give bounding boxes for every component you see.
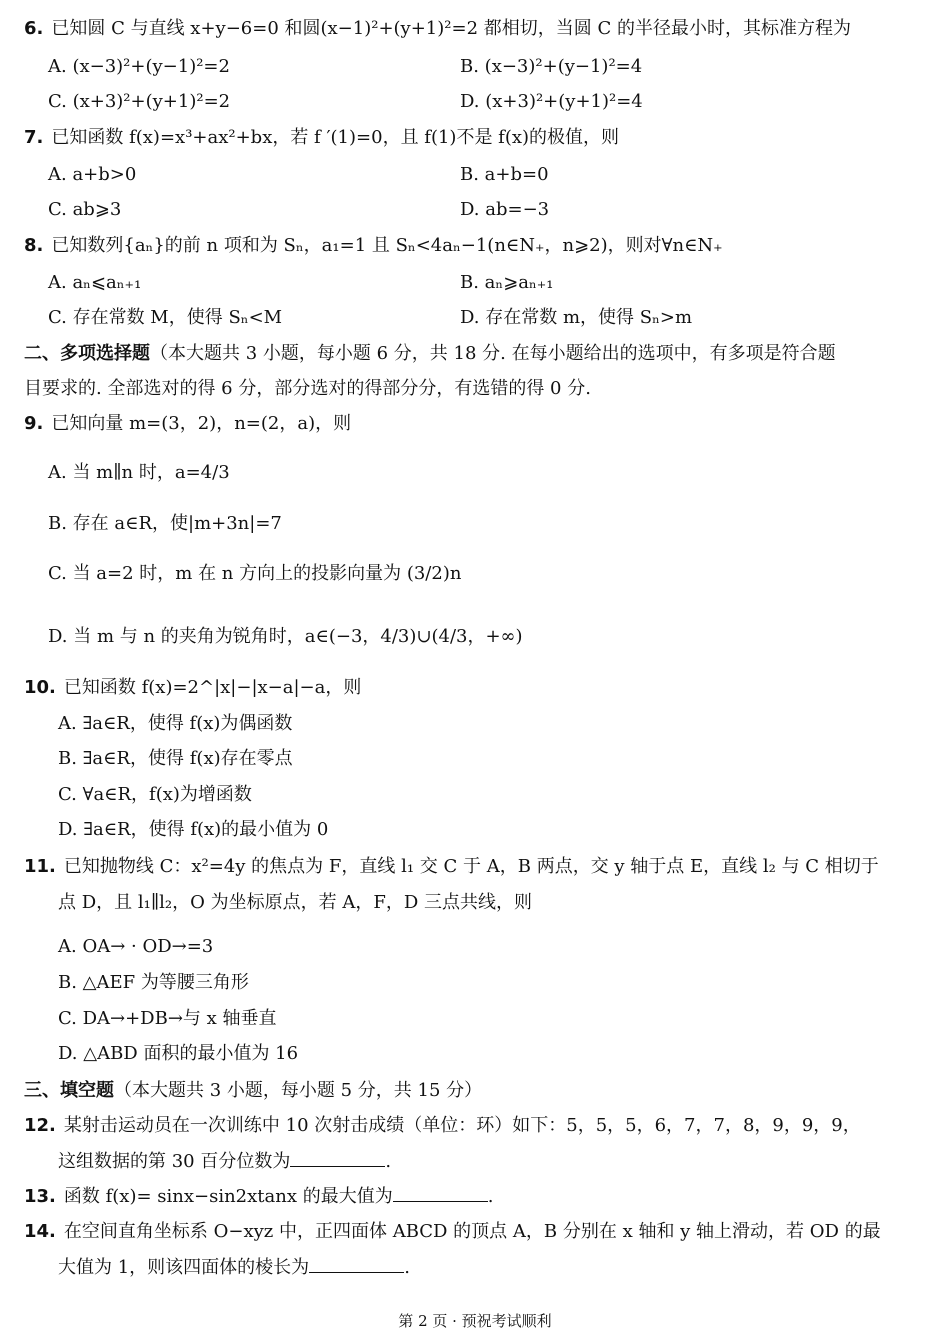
answer-blank xyxy=(393,1187,488,1202)
question-11-stem: 11. 已知抛物线 C：x²=4y 的焦点为 F，直线 l₁ 交 C 于 A，B 两点，交 y 轴于点 E，直线 l₂ 与 C 相切于 xyxy=(24,856,879,877)
q11-option-d: D. △ABD 面积的最小值为 16 xyxy=(58,1043,299,1064)
question-14-stem-continued: 大值为 1，则该四面体的棱长为 . xyxy=(58,1257,410,1278)
q6-option-d: D. (x+3)²+(y+1)²=4 xyxy=(460,91,643,112)
question-11-stem-continued: 点 D，且 l₁∥l₂，O 为坐标原点，若 A，F，D 三点共线，则 xyxy=(58,892,532,913)
q6-option-a: A. (x−3)²+(y−1)²=2 xyxy=(48,56,230,77)
section-3-header: 三、填空题（本大题共 3 小题，每小题 5 分，共 15 分） xyxy=(24,1080,483,1101)
q8-option-c: C. 存在常数 M，使得 Sₙ<M xyxy=(48,307,283,328)
q11-option-b: B. △AEF 为等腰三角形 xyxy=(58,972,249,993)
question-9-stem: 9. 已知向量 m=(3，2)，n=(2，a)，则 xyxy=(24,413,352,434)
section-2-instructions: 目要求的. 全部选对的得 6 分，部分选对的得部分分，有选错的得 0 分. xyxy=(24,378,591,399)
page-footer: 第 2 页 · 预祝考试顺利 xyxy=(398,1312,552,1330)
q7-option-c: C. ab⩾3 xyxy=(48,199,122,220)
q9-option-a: A. 当 m∥n 时，a=4/3 xyxy=(48,462,230,483)
q6-option-c: C. (x+3)²+(y+1)²=2 xyxy=(48,91,231,112)
q8-option-b: B. aₙ⩾aₙ₊₁ xyxy=(460,272,554,293)
question-10-stem: 10. 已知函数 f(x)=2^|x|−|x−a|−a，则 xyxy=(24,677,362,698)
question-13-stem: 13. 函数 f(x)= sinx−sin2xtanx 的最大值为 . xyxy=(24,1186,494,1207)
question-8-stem: 8. 已知数列{aₙ}的前 n 项和为 Sₙ，a₁=1 且 Sₙ<4aₙ−1(n∈N₊，n⩾2)，则对∀n∈N₊ xyxy=(24,235,723,256)
question-7-stem: 7. 已知函数 f(x)=x³+ax²+bx，若 f ′(1)=0，且 f(1)不是 f(x)的极值，则 xyxy=(24,127,620,148)
q10-option-c: C. ∀a∈R，f(x)为增函数 xyxy=(58,784,252,805)
q10-option-b: B. ∃a∈R，使得 f(x)存在零点 xyxy=(58,748,293,769)
q7-option-a: A. a+b>0 xyxy=(48,164,137,185)
q11-option-c: C. DA→+DB→与 x 轴垂直 xyxy=(58,1008,277,1029)
q7-option-d: D. ab=−3 xyxy=(460,199,550,220)
q9-option-c: C. 当 a=2 时，m 在 n 方向上的投影向量为 (3/2)n xyxy=(48,563,462,584)
q7-option-b: B. a+b=0 xyxy=(460,164,549,185)
q11-option-a: A. OA→ · OD→=3 xyxy=(58,936,214,957)
q10-option-d: D. ∃a∈R，使得 f(x)的最小值为 0 xyxy=(58,819,329,840)
q6-option-b: B. (x−3)²+(y−1)²=4 xyxy=(460,56,643,77)
section-2-header: 二、多项选择题（本大题共 3 小题，每小题 6 分，共 18 分. 在每小题给出的选项中，有多项是符合题 xyxy=(24,343,836,364)
q9-option-d: D. 当 m 与 n 的夹角为锐角时，a∈(−3，4/3)∪(4/3，+∞) xyxy=(48,626,523,647)
question-12-stem-continued: 这组数据的第 30 百分位数为 . xyxy=(58,1151,392,1172)
question-14-stem: 14. 在空间直角坐标系 O−xyz 中，正四面体 ABCD 的顶点 A，B 分别在 x 轴和 y 轴上滑动，若 OD 的最 xyxy=(24,1221,881,1242)
question-6-stem: 6. 已知圆 C 与直线 x+y−6=0 和圆(x−1)²+(y+1)²=2 都相切，当圆 C 的半径最小时，其标准方程为 xyxy=(24,18,851,39)
question-12-stem: 12. 某射击运动员在一次训练中 10 次射击成绩（单位：环）如下：5，5，5，6，7，7，8，9，9，9， xyxy=(24,1115,861,1136)
q10-option-a: A. ∃a∈R，使得 f(x)为偶函数 xyxy=(58,713,293,734)
answer-blank xyxy=(290,1152,385,1167)
q9-option-b: B. 存在 a∈R，使|m+3n|=7 xyxy=(48,513,282,534)
answer-blank xyxy=(309,1258,404,1273)
q8-option-d: D. 存在常数 m，使得 Sₙ>m xyxy=(460,307,693,328)
q8-option-a: A. aₙ⩽aₙ₊₁ xyxy=(48,272,142,293)
